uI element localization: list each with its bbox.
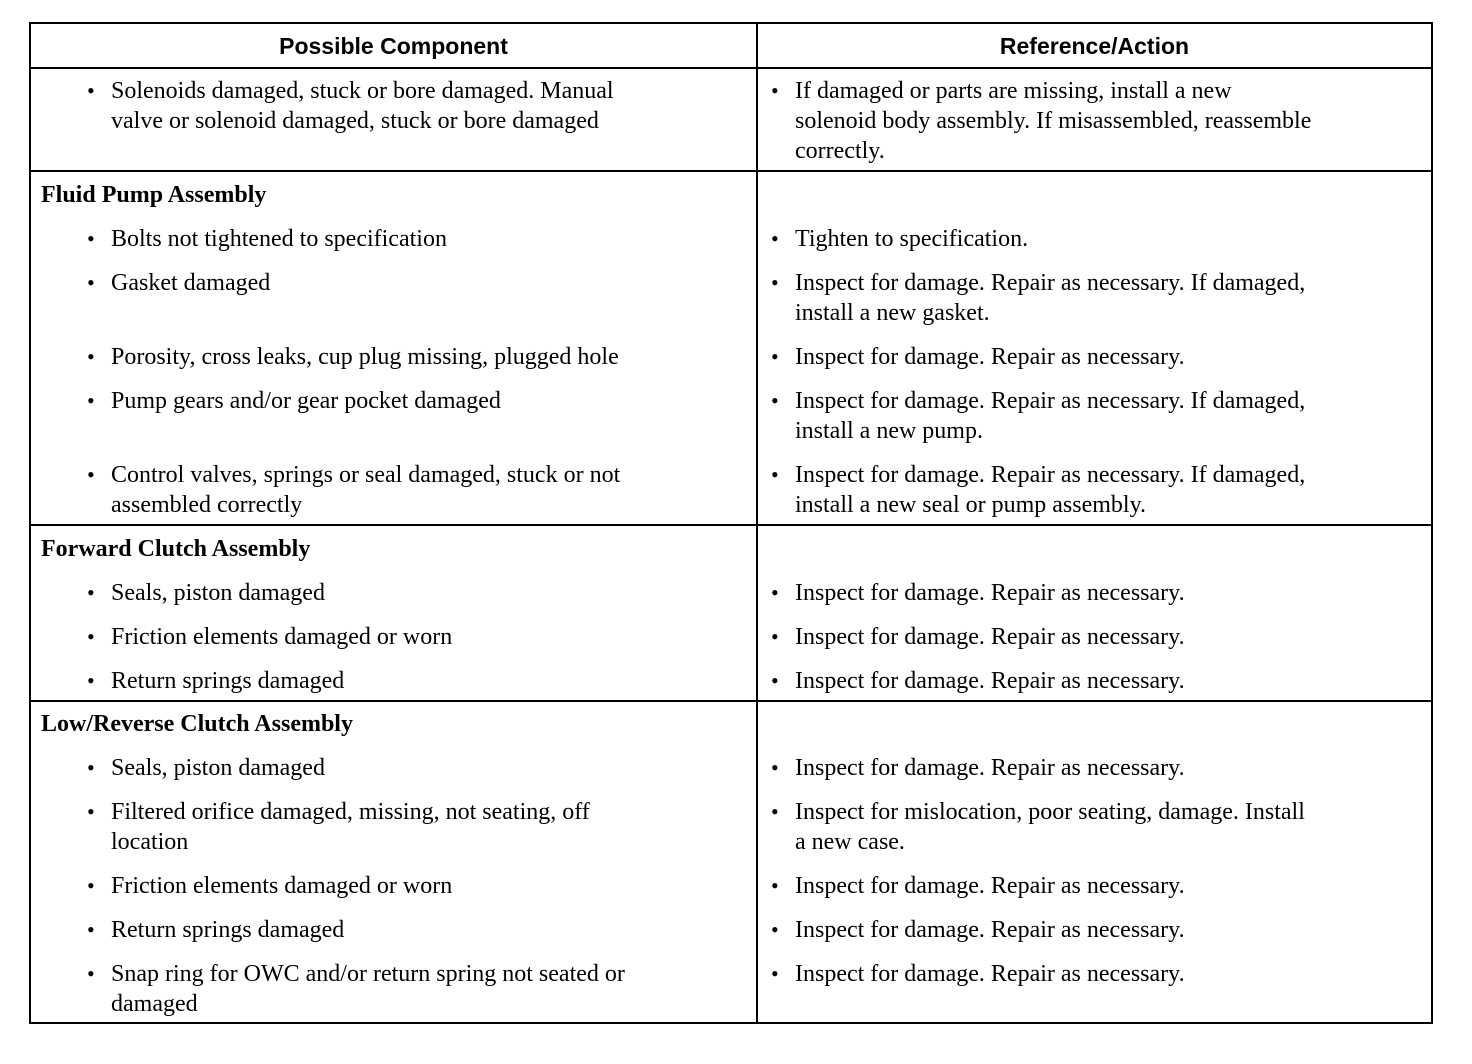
- bullet: •: [771, 755, 779, 780]
- component-text: Pump gears and/or gear pocket damaged: [111, 388, 501, 414]
- header-reference-action: Reference/Action: [999, 32, 1190, 59]
- action-text: correctly.: [795, 138, 885, 164]
- component-text: Porosity, cross leaks, cup plug missing, plugged hole: [111, 344, 619, 370]
- bullet: •: [771, 580, 779, 605]
- action-text: install a new gasket.: [795, 300, 990, 326]
- action-text: If damaged or parts are missing, install a new: [795, 78, 1232, 104]
- action-text: Inspect for damage. Repair as necessary. If damaged,: [795, 388, 1306, 414]
- bullet: •: [87, 226, 95, 251]
- header-divider: [31, 67, 1431, 69]
- bullet: •: [771, 799, 779, 824]
- bullet: •: [771, 624, 779, 649]
- section-title: Fluid Pump Assembly: [41, 182, 267, 208]
- bullet: •: [87, 580, 95, 605]
- bullet: •: [87, 668, 95, 693]
- action-text: install a new seal or pump assembly.: [795, 492, 1147, 518]
- bullet: •: [87, 961, 95, 986]
- section-divider: [31, 524, 1431, 526]
- bullet: •: [87, 624, 95, 649]
- component-text: Friction elements damaged or worn: [111, 873, 453, 899]
- action-text: Inspect for damage. Repair as necessary.: [795, 580, 1185, 606]
- bullet: •: [771, 270, 779, 295]
- bullet: •: [771, 462, 779, 487]
- action-text: Inspect for damage. Repair as necessary.: [795, 668, 1185, 694]
- action-text: Inspect for damage. Repair as necessary.: [795, 873, 1185, 899]
- row-divider: [31, 170, 1431, 172]
- component-text: assembled correctly: [111, 492, 303, 518]
- bullet: •: [771, 388, 779, 413]
- action-text: Tighten to specification.: [795, 226, 1029, 252]
- bullet: •: [771, 961, 779, 986]
- action-text: a new case.: [795, 829, 905, 855]
- action-text: Inspect for damage. Repair as necessary. If damaged,: [795, 270, 1306, 296]
- bullet: •: [87, 917, 95, 942]
- header-possible-component: Possible Component: [279, 32, 508, 59]
- action-text: install a new pump.: [795, 418, 983, 444]
- component-text: Control valves, springs or seal damaged, stuck or not: [111, 462, 621, 488]
- action-text: Inspect for damage. Repair as necessary.: [795, 917, 1185, 943]
- bullet: •: [87, 344, 95, 369]
- action-text: Inspect for mislocation, poor seating, damage. Install: [795, 799, 1305, 825]
- section-title: Forward Clutch Assembly: [41, 536, 311, 562]
- bullet: •: [87, 873, 95, 898]
- action-text: Inspect for damage. Repair as necessary. If damaged,: [795, 462, 1306, 488]
- component-text: Seals, piston damaged: [111, 580, 325, 606]
- bullet: •: [87, 78, 95, 103]
- bullet: •: [87, 755, 95, 780]
- action-text: Inspect for damage. Repair as necessary.: [795, 961, 1185, 987]
- bullet: •: [771, 873, 779, 898]
- component-text: Filtered orifice damaged, missing, not seating, off: [111, 799, 590, 825]
- action-text: Inspect for damage. Repair as necessary.: [795, 624, 1185, 650]
- section-title: Low/Reverse Clutch Assembly: [41, 711, 353, 737]
- bullet: •: [771, 917, 779, 942]
- bullet: •: [771, 78, 779, 103]
- troubleshooting-table: [29, 22, 1433, 1024]
- bullet: •: [771, 344, 779, 369]
- component-text: valve or solenoid damaged, stuck or bore damaged: [111, 108, 599, 134]
- component-text: location: [111, 829, 189, 855]
- action-text: solenoid body assembly. If misassembled, reassemble: [795, 108, 1312, 134]
- component-text: Snap ring for OWC and/or return spring not seated or: [111, 961, 625, 987]
- bullet: •: [87, 270, 95, 295]
- bullet: •: [87, 799, 95, 824]
- component-text: Bolts not tightened to specification: [111, 226, 447, 252]
- component-text: Solenoids damaged, stuck or bore damaged. Manual: [111, 78, 614, 104]
- bullet: •: [771, 668, 779, 693]
- action-text: Inspect for damage. Repair as necessary.: [795, 755, 1185, 781]
- bullet: •: [87, 462, 95, 487]
- column-divider: [756, 24, 758, 1022]
- bullet: •: [87, 388, 95, 413]
- component-text: Return springs damaged: [111, 917, 345, 943]
- bullet: •: [771, 226, 779, 251]
- action-text: Inspect for damage. Repair as necessary.: [795, 344, 1185, 370]
- component-text: Seals, piston damaged: [111, 755, 325, 781]
- component-text: Return springs damaged: [111, 668, 345, 694]
- component-text: Friction elements damaged or worn: [111, 624, 453, 650]
- component-text: damaged: [111, 991, 198, 1017]
- component-text: Gasket damaged: [111, 270, 271, 296]
- section-divider: [31, 700, 1431, 702]
